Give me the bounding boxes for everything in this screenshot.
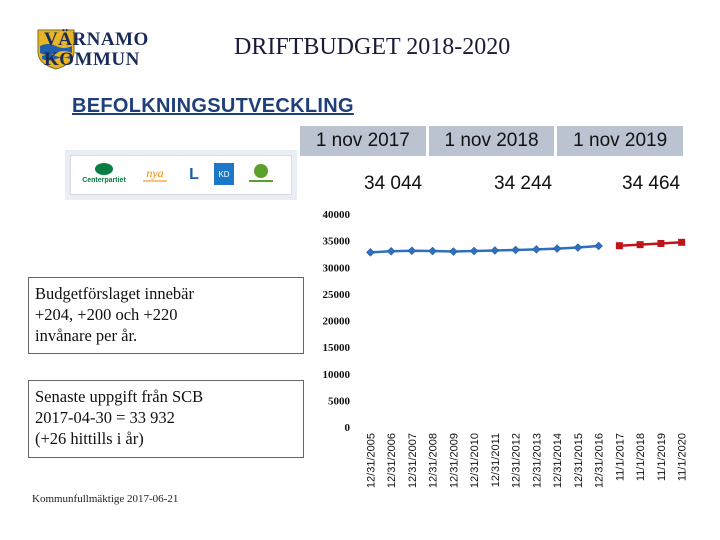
- series-line-1: [619, 242, 681, 245]
- scb-note: [28, 380, 304, 458]
- x-tick-label: 12/31/2010: [469, 433, 482, 489]
- party-logos-strip: [70, 155, 292, 195]
- data-point: [387, 247, 395, 255]
- x-tick-label: 11/1/2020: [676, 433, 689, 482]
- population-value-2019: 34 464: [622, 173, 681, 194]
- budget-note-line: Budgetförslaget innebär: [35, 284, 194, 303]
- y-tick-label: 15000: [322, 342, 350, 355]
- moderaterna-logo: [135, 162, 175, 186]
- data-point: [678, 239, 685, 246]
- section-heading: BEFOLKNINGSUTVECKLING: [72, 95, 354, 117]
- header-date-2017: 1 nov 2017: [315, 130, 410, 151]
- budget-note-line: invånare per år.: [35, 326, 138, 345]
- x-tick-label: 12/31/2015: [572, 433, 585, 489]
- header-date-2018: 1 nov 2018: [426, 126, 555, 156]
- data-point: [595, 242, 603, 250]
- x-tick-label: 12/31/2011: [489, 433, 502, 488]
- y-tick-label: 30000: [322, 262, 350, 275]
- logo-text-line1: VÄRNAMO: [44, 29, 149, 50]
- data-point: [616, 242, 623, 249]
- y-tick-label: 5000: [328, 395, 350, 408]
- centerpartiet-label: Centerpartiet: [82, 177, 126, 184]
- data-point: [408, 247, 416, 255]
- moderaterna-label: nya: [146, 166, 164, 180]
- kristdemokraterna-logo: [211, 162, 237, 186]
- data-point: [637, 241, 644, 248]
- date-header-row: [300, 126, 683, 156]
- x-tick-label: 12/31/2013: [531, 433, 544, 489]
- y-tick-label: 40000: [322, 209, 350, 221]
- data-point: [429, 247, 437, 255]
- footer-text: Kommunfullmäktige 2017-06-21: [32, 493, 179, 505]
- data-point: [553, 245, 561, 253]
- x-tick-label: 12/31/2012: [510, 433, 523, 489]
- x-tick-label: 12/31/2008: [427, 433, 440, 489]
- x-tick-label: 11/1/2017: [614, 433, 627, 482]
- scb-note-line: 2017-04-30 = 33 932: [35, 408, 175, 427]
- budget-note-line: +204, +200 och +220: [35, 305, 178, 324]
- page-title: DRIFTBUDGET 2018-2020: [234, 34, 511, 60]
- logo-text-line2: KOMMUN: [44, 49, 140, 70]
- data-point: [512, 246, 520, 254]
- y-tick-label: 20000: [322, 315, 350, 328]
- kristdemokraterna-label: KD: [218, 170, 230, 179]
- y-tick-label: 25000: [322, 288, 350, 301]
- liberalerna-logo: [179, 162, 209, 186]
- scb-note-line: (+26 hittills i år): [35, 429, 144, 448]
- budget-note: [28, 277, 304, 354]
- y-tick-label: 10000: [322, 368, 350, 381]
- population-value-2017: 34 044: [364, 173, 423, 194]
- data-point: [657, 240, 664, 247]
- data-point: [574, 244, 582, 252]
- centerpartiet-logo: [79, 162, 129, 186]
- data-point: [470, 247, 478, 255]
- series-line-0: [370, 246, 598, 252]
- x-tick-label: 12/31/2006: [386, 433, 399, 489]
- header-date-2019: 1 nov 2019: [554, 126, 683, 156]
- x-tick-label: 12/31/2007: [406, 433, 419, 489]
- x-tick-label: 12/31/2009: [448, 433, 461, 489]
- x-tick-label: 12/31/2005: [365, 433, 378, 489]
- vastraparti-logo: [241, 162, 281, 186]
- data-point: [449, 248, 457, 256]
- y-tick-label: 0: [344, 422, 350, 434]
- scb-note-line: Senaste uppgift från SCB: [35, 387, 204, 406]
- data-point: [491, 246, 499, 254]
- y-tick-label: 35000: [322, 235, 350, 248]
- x-tick-label: 12/31/2014: [552, 433, 565, 489]
- data-point: [532, 245, 540, 253]
- data-point: [366, 248, 374, 256]
- x-tick-label: 12/31/2016: [593, 433, 606, 489]
- x-tick-label: 11/1/2019: [655, 433, 668, 482]
- liberalerna-label: L: [189, 166, 199, 183]
- population-value-2018: 34 244: [494, 173, 553, 194]
- x-tick-label: 11/1/2018: [635, 433, 648, 482]
